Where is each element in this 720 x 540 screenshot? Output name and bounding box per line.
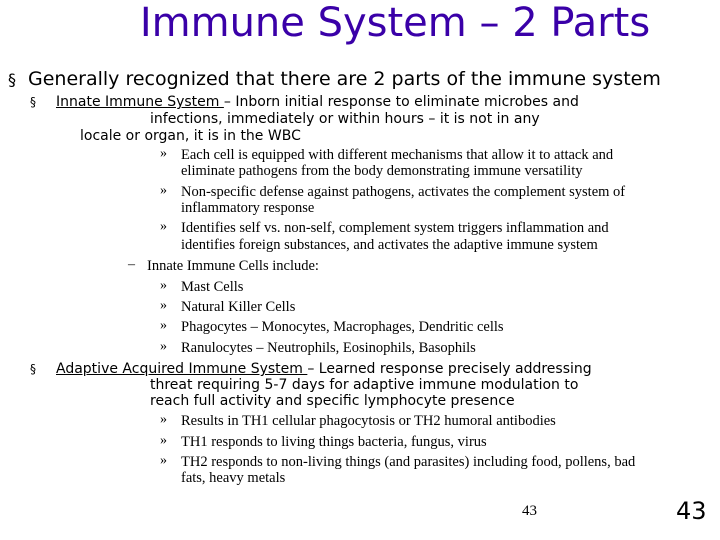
innate-cell-2: Natural Killer Cells [181, 299, 296, 315]
innate-detail-2a: Non-specific defense against pathogens, activates the complement system of [181, 184, 626, 200]
chevron-icon: » [160, 298, 167, 313]
page-number-small: 43 [522, 503, 537, 519]
innate-cells-heading: Innate Immune Cells include: [147, 258, 319, 274]
adaptive-line2: threat requiring 5-7 days for adaptive immune modulation to [150, 377, 579, 393]
chevron-icon: » [160, 278, 167, 293]
innate-cell-3: Phagocytes – Monocytes, Macrophages, Dendritic cells [181, 319, 504, 335]
adaptive-heading-line [56, 361, 592, 377]
innate-line2: infections, immediately or within hours – it is not in any [150, 111, 540, 127]
innate-detail-3a: Identifies self vs. non-self, complement system triggers inflammation and [181, 220, 609, 236]
adaptive-detail-3a: TH2 responds to non-living things (and parasites) including food, pollens, bad [181, 454, 636, 470]
adaptive-detail-2: TH1 responds to living things bacteria, fungus, virus [181, 434, 487, 450]
chevron-icon: » [160, 219, 167, 234]
innate-detail-3b: identifies foreign substances, and activates the adaptive immune system [181, 237, 598, 253]
adaptive-line1: – Learned response precisely addressing [307, 361, 592, 377]
dash-icon: – [128, 257, 135, 272]
innate-line1: – Inborn initial response to eliminate microbes and [223, 94, 579, 110]
adaptive-heading: Adaptive Acquired Immune System [56, 361, 308, 377]
bullet-icon: § [8, 70, 16, 89]
sub-bullet-icon: § [30, 362, 36, 376]
innate-heading-line [56, 94, 579, 110]
chevron-icon: » [160, 433, 167, 448]
innate-cell-1: Mast Cells [181, 279, 244, 295]
chevron-icon: » [160, 412, 167, 427]
adaptive-detail-3b: fats, heavy metals [181, 470, 286, 486]
chevron-icon: » [160, 339, 167, 354]
chevron-icon: » [160, 453, 167, 468]
chevron-icon: » [160, 318, 167, 333]
adaptive-detail-1: Results in TH1 cellular phagocytosis or TH2 humoral antibodies [181, 413, 556, 429]
slide-title: Immune System – 2 Parts [139, 0, 651, 46]
innate-cell-4: Ranulocytes – Neutrophils, Eosinophils, Basophils [181, 340, 476, 356]
adaptive-line3: reach full activity and specific lymphocyte presence [150, 393, 515, 409]
innate-line3: locale or organ, it is in the WBC [80, 128, 301, 144]
innate-detail-1a: Each cell is equipped with different mechanisms that allow it to attack and [181, 147, 614, 163]
page-number-large: 43 [676, 497, 707, 525]
chevron-icon: » [160, 146, 167, 161]
main-point-text: Generally recognized that there are 2 parts of the immune system [28, 68, 661, 90]
innate-detail-2b: inflammatory response [181, 200, 315, 216]
chevron-icon: » [160, 183, 167, 198]
innate-heading: Innate Immune System [56, 94, 224, 110]
sub-bullet-icon: § [30, 95, 36, 109]
innate-detail-1b: eliminate pathogens from the body demonstrating immune versatility [181, 163, 583, 179]
